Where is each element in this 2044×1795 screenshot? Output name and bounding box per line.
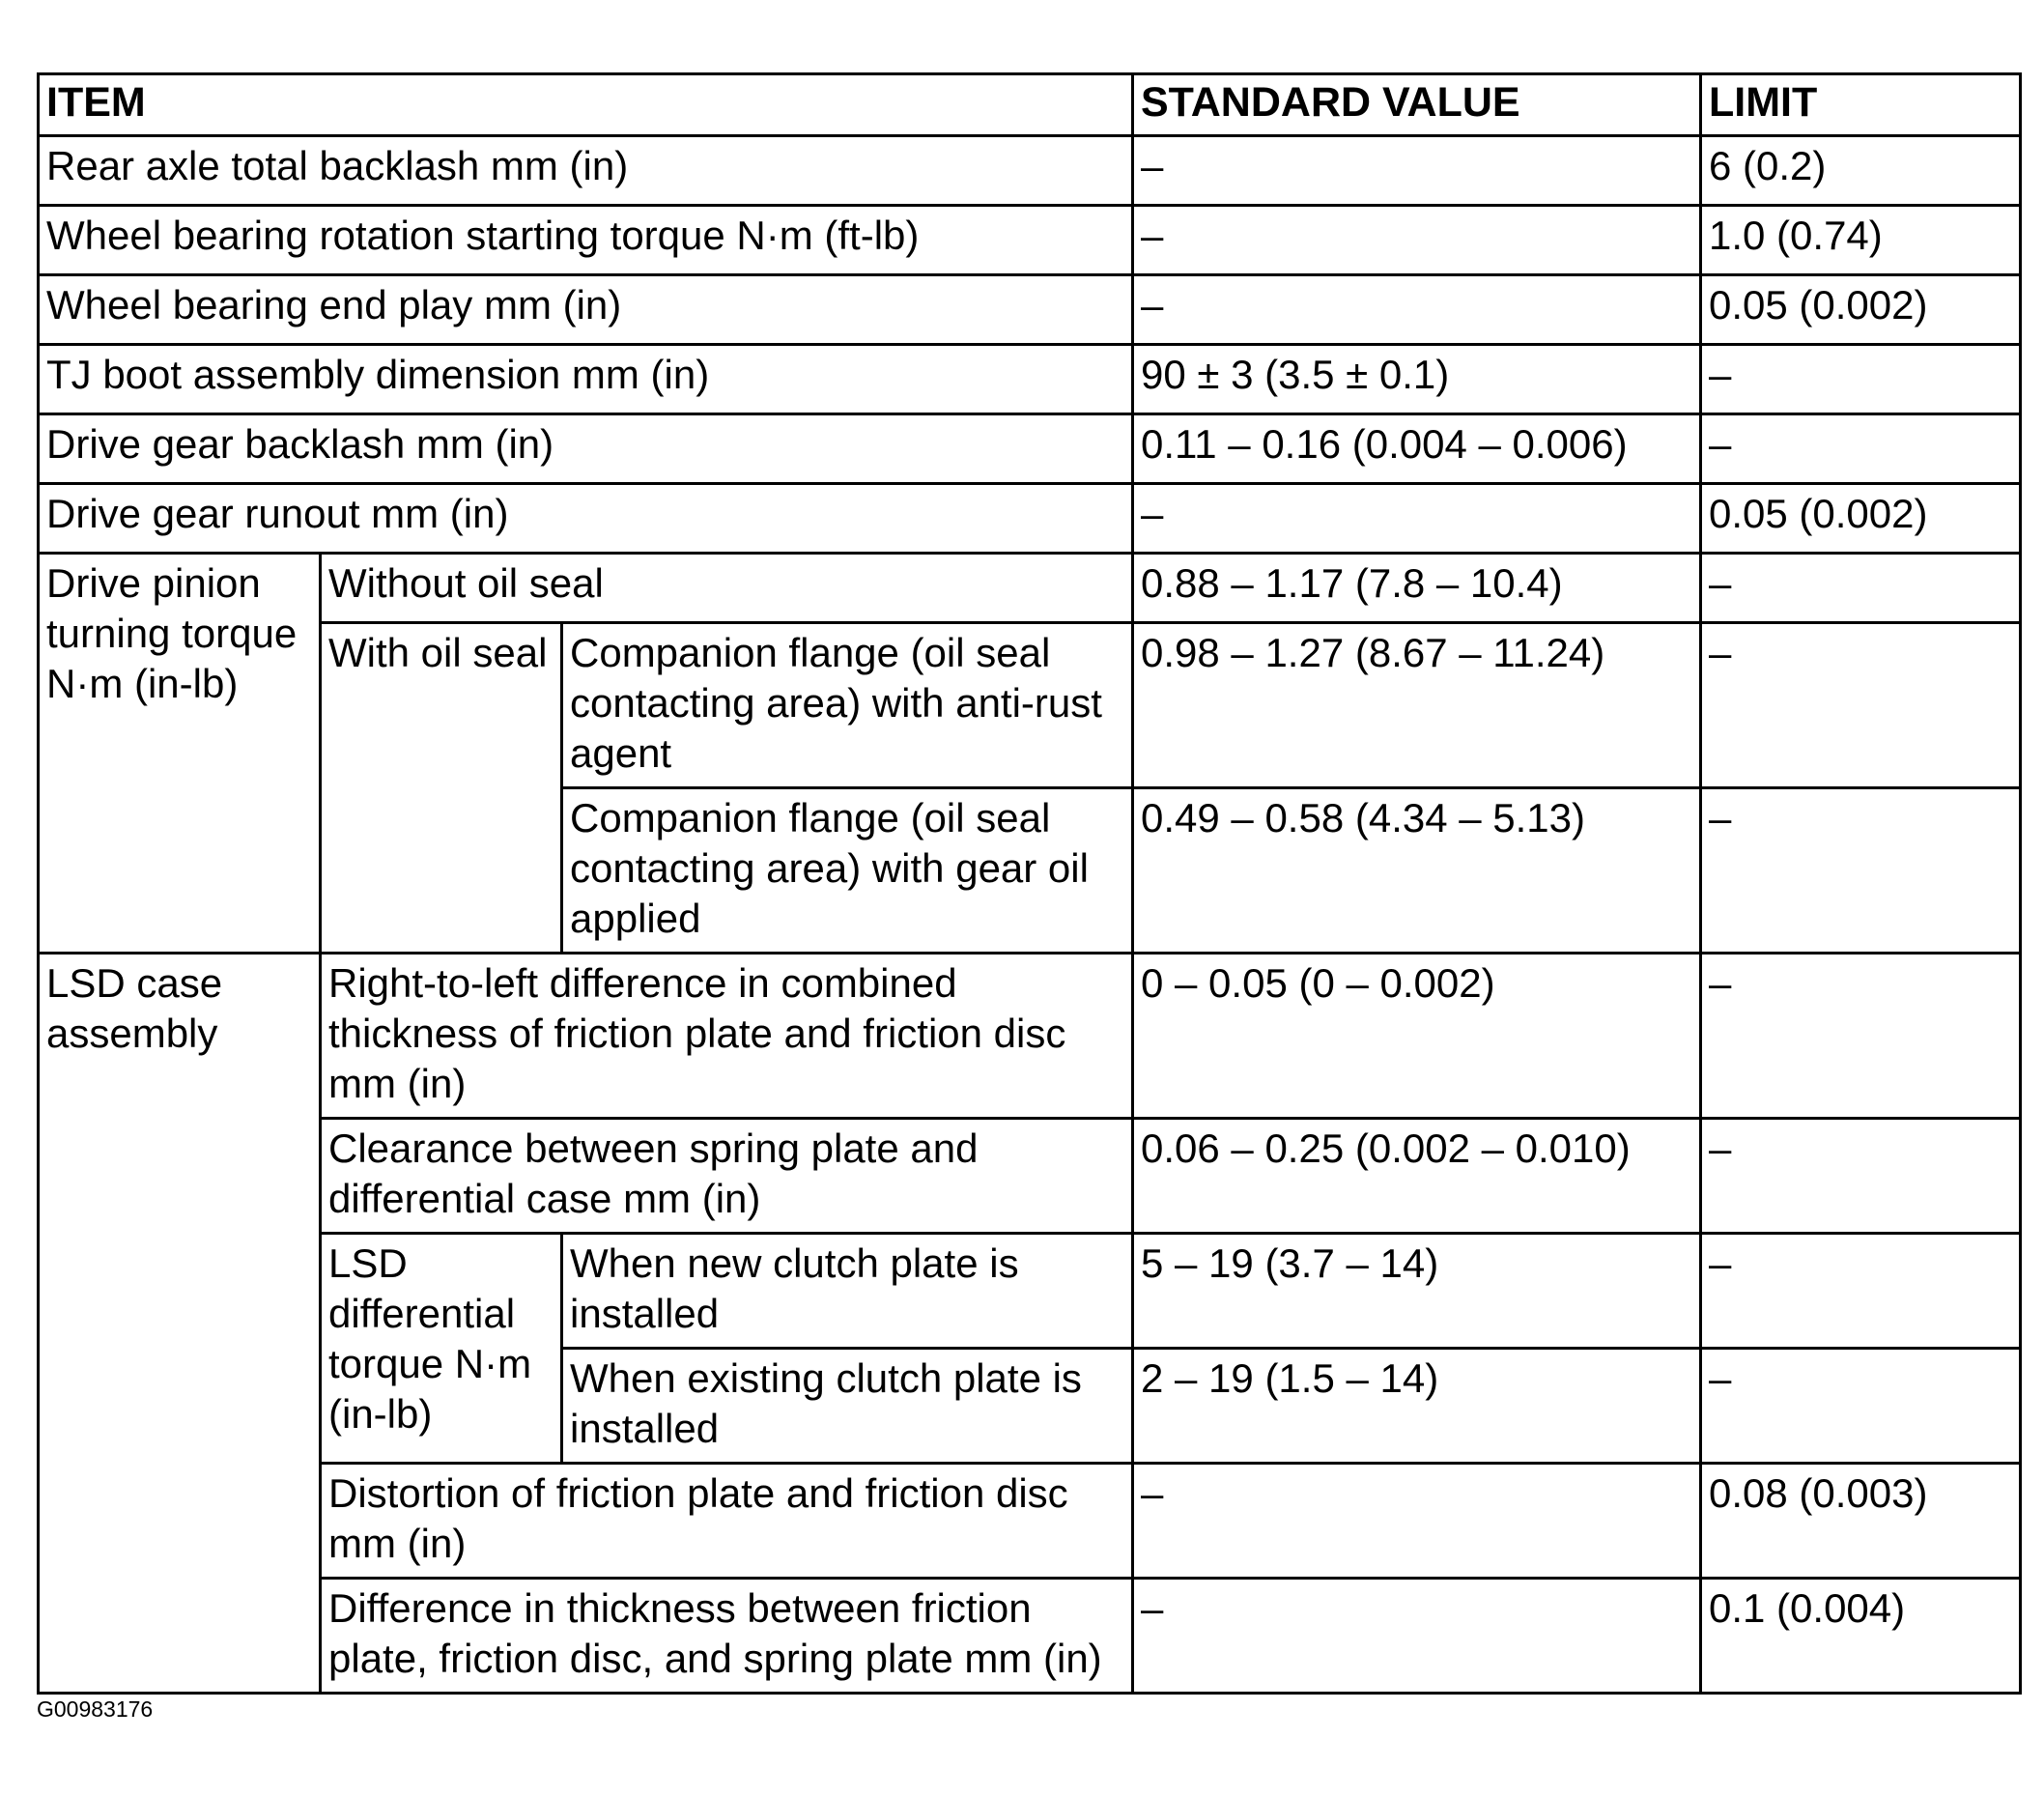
header-limit: LIMIT	[1701, 74, 2021, 136]
table-row	[39, 554, 2021, 623]
lsd-torque-label: LSD differential torque N·m (in-lb)	[321, 1234, 562, 1464]
standard-value-cell: 2 – 19 (1.5 – 14)	[1133, 1349, 1701, 1464]
limit-cell: –	[1701, 414, 2021, 484]
limit-cell: 0.08 (0.003)	[1701, 1464, 2021, 1579]
limit-cell: –	[1701, 1234, 2021, 1349]
limit-cell: 0.1 (0.004)	[1701, 1579, 2021, 1694]
header-standard-value: STANDARD VALUE	[1133, 74, 1701, 136]
table-row	[39, 136, 2021, 206]
limit-cell: –	[1701, 554, 2021, 623]
table-row	[39, 484, 2021, 554]
table-row	[39, 1119, 2021, 1234]
table-header-row	[39, 74, 2021, 136]
limit-cell: –	[1701, 345, 2021, 414]
item-cell: Wheel bearing end play mm (in)	[39, 275, 1133, 345]
item-cell: Drive gear backlash mm (in)	[39, 414, 1133, 484]
standard-value-cell: –	[1133, 1579, 1701, 1694]
item-cell: Clearance between spring plate and differential case mm (in)	[321, 1119, 1133, 1234]
standard-value-cell: –	[1133, 206, 1701, 275]
item-cell: When existing clutch plate is installed	[562, 1349, 1133, 1464]
standard-value-cell: –	[1133, 484, 1701, 554]
figure-code: G00983176	[37, 1696, 154, 1722]
standard-value-cell: 90 ± 3 (3.5 ± 0.1)	[1133, 345, 1701, 414]
limit-cell: 1.0 (0.74)	[1701, 206, 2021, 275]
table-row	[39, 275, 2021, 345]
limit-cell: –	[1701, 954, 2021, 1119]
table-row	[39, 1464, 2021, 1579]
item-cell: Drive gear runout mm (in)	[39, 484, 1133, 554]
item-cell: Companion flange (oil seal contacting area) with anti-rust agent	[562, 623, 1133, 788]
table-row	[39, 1579, 2021, 1694]
standard-value-cell: 0.98 – 1.27 (8.67 – 11.24)	[1133, 623, 1701, 788]
table-row	[39, 954, 2021, 1119]
spec-table	[37, 72, 2022, 1695]
table-row	[39, 1234, 2021, 1349]
table-row	[39, 414, 2021, 484]
limit-cell: –	[1701, 1349, 2021, 1464]
drive-pinion-group-label: Drive pinion turning torque N·m (in-lb)	[39, 554, 321, 954]
limit-cell: 0.05 (0.002)	[1701, 484, 2021, 554]
table-row	[39, 623, 2021, 788]
standard-value-cell: 0.06 – 0.25 (0.002 – 0.010)	[1133, 1119, 1701, 1234]
standard-value-cell: 5 – 19 (3.7 – 14)	[1133, 1234, 1701, 1349]
item-cell: Difference in thickness between friction plate, friction disc, and spring plate mm (in)	[321, 1579, 1133, 1694]
standard-value-cell: 0.49 – 0.58 (4.34 – 5.13)	[1133, 788, 1701, 954]
standard-value-cell: 0.88 – 1.17 (7.8 – 10.4)	[1133, 554, 1701, 623]
header-item: ITEM	[39, 74, 1133, 136]
lsd-group-label: LSD case assembly	[39, 954, 321, 1694]
limit-cell: –	[1701, 788, 2021, 954]
limit-cell: 0.05 (0.002)	[1701, 275, 2021, 345]
standard-value-cell: 0 – 0.05 (0 – 0.002)	[1133, 954, 1701, 1119]
item-cell: Distortion of friction plate and friction disc mm (in)	[321, 1464, 1133, 1579]
with-oil-seal-label: With oil seal	[321, 623, 562, 954]
standard-value-cell: 0.11 – 0.16 (0.004 – 0.006)	[1133, 414, 1701, 484]
item-cell: Without oil seal	[321, 554, 1133, 623]
standard-value-cell: –	[1133, 136, 1701, 206]
item-cell: When new clutch plate is installed	[562, 1234, 1133, 1349]
item-cell: Right-to-left difference in combined thickness of friction plate and friction disc mm (in)	[321, 954, 1133, 1119]
standard-value-cell: –	[1133, 275, 1701, 345]
limit-cell: –	[1701, 1119, 2021, 1234]
item-cell: Companion flange (oil seal contacting area) with gear oil applied	[562, 788, 1133, 954]
table-row	[39, 345, 2021, 414]
limit-cell: –	[1701, 623, 2021, 788]
table-row	[39, 206, 2021, 275]
standard-value-cell: –	[1133, 1464, 1701, 1579]
item-cell: TJ boot assembly dimension mm (in)	[39, 345, 1133, 414]
item-cell: Rear axle total backlash mm (in)	[39, 136, 1133, 206]
limit-cell: 6 (0.2)	[1701, 136, 2021, 206]
item-cell: Wheel bearing rotation starting torque N·m (ft-lb)	[39, 206, 1133, 275]
